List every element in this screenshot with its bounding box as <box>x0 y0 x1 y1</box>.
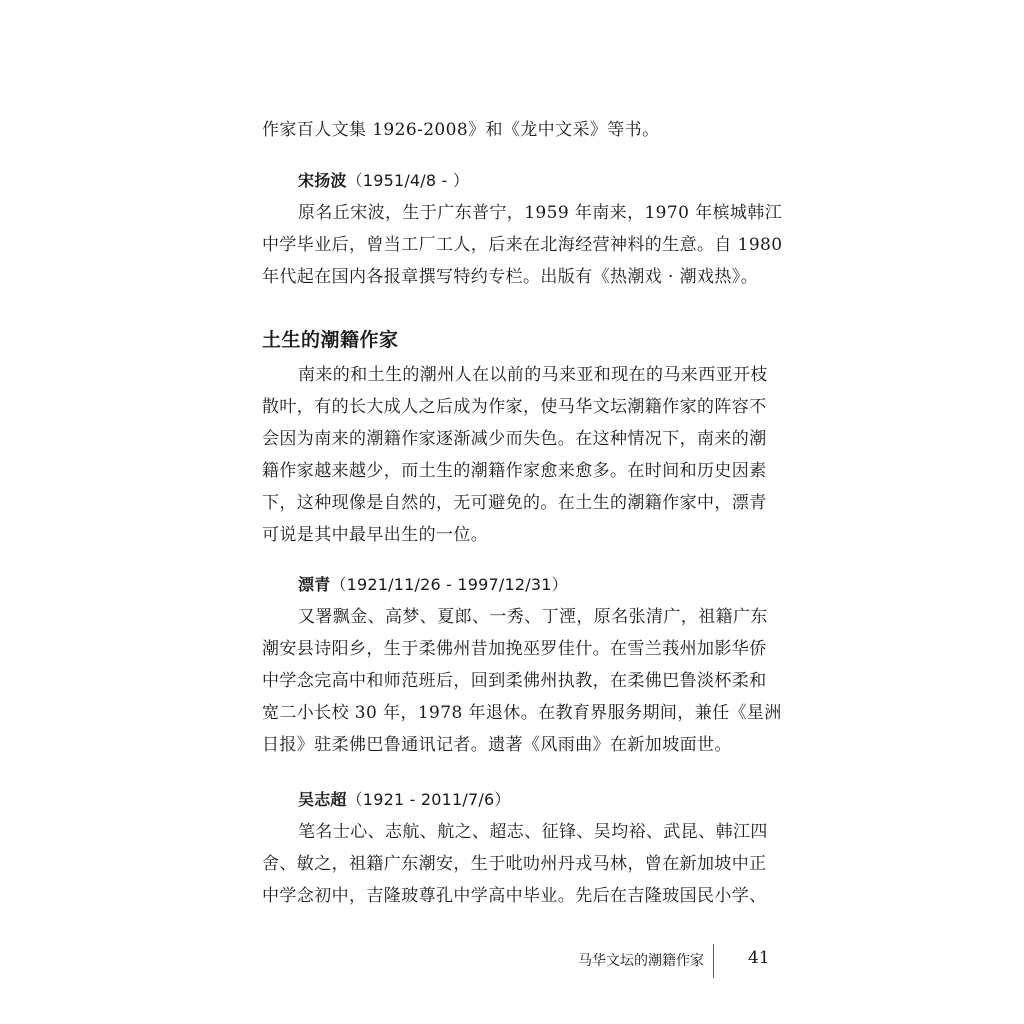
text-line: 会因为南来的潮籍作家逐渐减少而失色。在这种情况下，南来的潮 <box>262 429 767 449</box>
author-bio-paragraph <box>262 197 782 293</box>
section-heading: 土生的潮籍作家 <box>262 329 399 351</box>
page-footer <box>540 948 780 982</box>
author-dates: （1921 - 2011/7/6） <box>346 790 511 809</box>
text-line: 宽二小长校 30 年，1978 年退休。在教育界服务期间，兼任《星洲 <box>262 703 782 723</box>
text-line: 中学念完高中和师范班后，回到柔佛州执教，在柔佛巴鲁淡杯柔和 <box>262 671 767 691</box>
author-name: 吴志超 <box>298 790 347 809</box>
author-bio-paragraph <box>262 816 782 912</box>
text-line: 舍、敏之，祖籍广东潮安，生于吡叻州丹戎马林，曾在新加坡中正 <box>262 854 767 874</box>
author-heading <box>298 168 469 191</box>
text-line: 作家百人文集 1926-2008》和《龙中文采》等书。 <box>262 120 660 140</box>
author-name: 漂青 <box>298 575 331 594</box>
author-dates: （1921/11/26 - 1997/12/31） <box>330 575 568 594</box>
section-paragraph <box>262 359 782 551</box>
text-line: 日报》驻柔佛巴鲁通讯记者。遗著《风雨曲》在新加坡面世。 <box>262 735 732 755</box>
text-line: 年代起在国内各报章撰写特约专栏。出版有《热潮戏 · 潮戏热》。 <box>262 267 759 287</box>
text-line: 籍作家越来越少，而土生的潮籍作家愈来愈多。在时间和历史因素 <box>262 461 767 481</box>
running-footer-title: 马华文坛的潮籍作家 <box>578 953 704 969</box>
footer-divider <box>713 944 714 978</box>
text-line: 可说是其中最早出生的一位。 <box>262 525 489 545</box>
author-dates: （1951/4/8 - ） <box>346 171 470 190</box>
intro-paragraph <box>262 114 782 146</box>
text-line: 笔名士心、志航、航之、超志、征锋、吴均裕、武昆、韩江四 <box>298 822 768 842</box>
page-number: 41 <box>748 948 770 968</box>
text-line: 中学念初中，吉隆玻尊孔中学高中毕业。先后在吉隆玻国民小学、 <box>262 886 767 906</box>
text-line: 南来的和土生的潮州人在以前的马来亚和现在的马来西亚开枝 <box>298 365 768 385</box>
author-name: 宋扬波 <box>298 171 347 190</box>
author-heading <box>298 787 511 810</box>
author-bio-paragraph <box>262 601 782 761</box>
text-line: 下，这种现像是自然的，无可避免的。在土生的潮籍作家中，漂青 <box>262 493 767 513</box>
text-line: 又署飘金、高梦、夏郎、一秀、丁湮，原名张清广，祖籍广东 <box>298 607 768 627</box>
text-line: 潮安县诗阳乡，生于柔佛州昔加挽巫罗佳什。在雪兰莪州加影华侨 <box>262 639 767 659</box>
author-heading <box>298 572 568 595</box>
text-line: 原名丘宋波，生于广东普宁，1959 年南来，1970 年槟城韩江 <box>298 203 783 223</box>
text-line: 散叶，有的长大成人之后成为作家，使马华文坛潮籍作家的阵容不 <box>262 397 767 417</box>
text-line: 中学毕业后，曾当工厂工人，后来在北海经营神料的生意。自 1980 <box>262 235 783 255</box>
